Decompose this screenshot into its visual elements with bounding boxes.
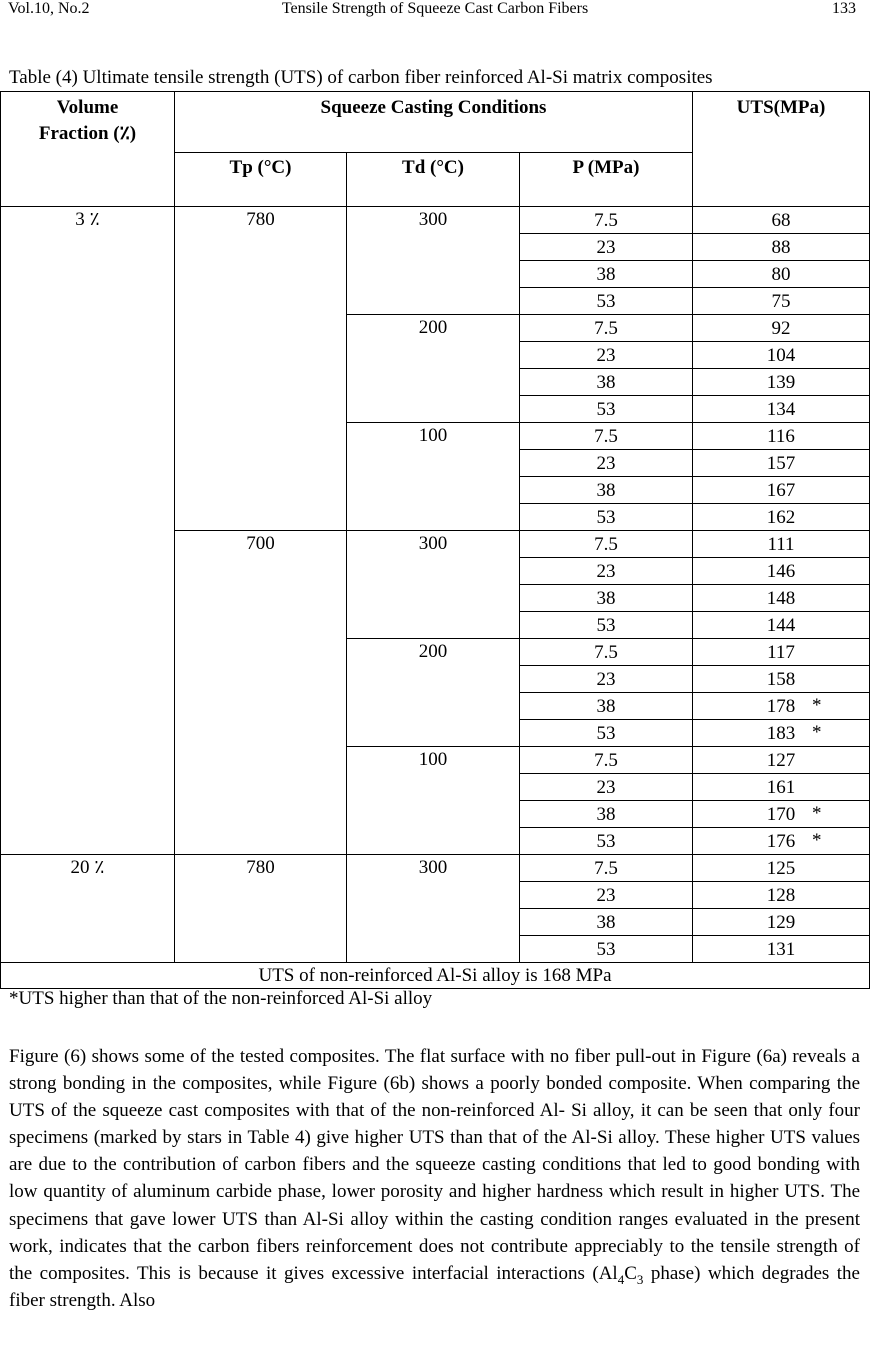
pressure-cell: 7.5 — [520, 747, 693, 774]
conditions-header: Squeeze Casting Conditions — [175, 92, 693, 153]
uts-cell — [693, 801, 870, 828]
table-row — [1, 207, 870, 234]
uts-table — [0, 91, 870, 989]
td-header: Td (°C) — [347, 153, 520, 207]
tp-cell: 700 — [175, 531, 347, 855]
pressure-cell: 7.5 — [520, 207, 693, 234]
uts-value: 162 — [766, 506, 796, 528]
pressure-cell: 23 — [520, 342, 693, 369]
uts-value: 139 — [766, 371, 796, 393]
uts-value: 88 — [771, 236, 791, 258]
uts-cell — [693, 369, 870, 396]
uts-value: 92 — [771, 317, 791, 339]
uts-value: 116 — [767, 425, 795, 447]
table-caption: Table (4) Ultimate tensile strength (UTS) of carbon fiber reinforced Al-Si matrix composites — [9, 67, 713, 88]
uts-cell — [693, 666, 870, 693]
uts-value: 167 — [766, 479, 796, 501]
pressure-cell: 7.5 — [520, 639, 693, 666]
vf-cell: 20 ٪ — [1, 855, 175, 963]
uts-cell — [693, 342, 870, 369]
uts-value: 148 — [766, 587, 796, 609]
uts-cell — [693, 909, 870, 936]
pressure-cell: 7.5 — [520, 855, 693, 882]
uts-cell — [693, 774, 870, 801]
td-cell: 300 — [347, 207, 520, 315]
pressure-cell: 53 — [520, 720, 693, 747]
pressure-cell: 38 — [520, 369, 693, 396]
uts-cell — [693, 477, 870, 504]
uts-cell — [693, 936, 870, 963]
tp-header: Tp (°C) — [175, 153, 347, 207]
uts-cell — [693, 450, 870, 477]
uts-cell — [693, 855, 870, 882]
star-marker: * — [812, 803, 822, 824]
pressure-cell: 38 — [520, 477, 693, 504]
uts-cell — [693, 261, 870, 288]
uts-value: 183 — [766, 722, 796, 744]
pressure-cell: 53 — [520, 288, 693, 315]
uts-value: 104 — [766, 344, 796, 366]
uts-value: 128 — [766, 884, 796, 906]
uts-value: 170 — [766, 803, 796, 825]
uts-value: 127 — [766, 749, 796, 771]
td-cell: 100 — [347, 747, 520, 855]
td-cell: 100 — [347, 423, 520, 531]
uts-cell — [693, 585, 870, 612]
pressure-cell: 7.5 — [520, 315, 693, 342]
uts-cell — [693, 720, 870, 747]
pressure-cell: 38 — [520, 909, 693, 936]
td-cell: 200 — [347, 315, 520, 423]
pressure-cell: 38 — [520, 585, 693, 612]
pressure-cell: 53 — [520, 396, 693, 423]
uts-cell — [693, 504, 870, 531]
pressure-cell: 23 — [520, 774, 693, 801]
pressure-cell: 53 — [520, 504, 693, 531]
pressure-cell: 23 — [520, 666, 693, 693]
uts-value: 146 — [766, 560, 796, 582]
uts-cell — [693, 639, 870, 666]
pressure-cell: 38 — [520, 261, 693, 288]
pressure-cell: 23 — [520, 234, 693, 261]
body-paragraph: Figure (6) shows some of the tested composites. The flat surface with no fiber pull-out in Figure (6a) reveals a strong bonding in the composites, while Figure (6b) shows a poorly bonded composite. When comparing the UTS of the squeeze cast composites with that of the non-reinforced Al- Si alloy, it can be seen that only four specimens (marked by stars in Table 4) give higher UTS than that of the Al-Si alloy. These higher UTS values are due to the contribution of carbon fibers and the squeeze casting conditions that led to good bonding with low quantity of aluminum carbide phase, lower porosity and higher hardness which result in higher UTS. The specimens that gave lower UTS than Al-Si alloy within the casting condition ranges evaluated in the present work, indicates that the carbon fibers reinforcement does not contribute appreciably to the tensile strength of the composites. This is because it gives excessive interfacial interactions ($Al_4C_3$ phase) which degrades the fiber strength. Also — [9, 1046, 860, 1311]
uts-cell — [693, 531, 870, 558]
uts-value: 157 — [766, 452, 796, 474]
journal-volume: Vol.10, No.2 — [8, 0, 90, 17]
uts-value: 75 — [771, 290, 791, 312]
running-header — [0, 0, 870, 22]
uts-value: 144 — [766, 614, 796, 636]
pressure-cell: 7.5 — [520, 423, 693, 450]
uts-cell — [693, 234, 870, 261]
uts-cell — [693, 396, 870, 423]
running-title: Tensile Strength of Squeeze Cast Carbon Fibers — [281, 0, 589, 17]
uts-value: 129 — [766, 911, 796, 933]
td-cell: 300 — [347, 855, 520, 963]
uts-cell — [693, 882, 870, 909]
star-marker: * — [812, 695, 822, 716]
vf-cell: 3 ٪ — [1, 207, 175, 855]
uts-value: 178 — [766, 695, 796, 717]
tp-cell: 780 — [175, 207, 347, 531]
pressure-cell: 23 — [520, 558, 693, 585]
uts-value: 158 — [766, 668, 796, 690]
uts-cell — [693, 423, 870, 450]
pressure-cell: 53 — [520, 936, 693, 963]
pressure-cell: 38 — [520, 801, 693, 828]
pressure-cell: 23 — [520, 882, 693, 909]
uts-value: 176 — [766, 830, 796, 852]
uts-cell — [693, 828, 870, 855]
table-body — [1, 207, 870, 963]
uts-cell — [693, 693, 870, 720]
uts-value: 161 — [766, 776, 796, 798]
uts-cell — [693, 558, 870, 585]
td-cell: 300 — [347, 531, 520, 639]
uts-cell — [693, 747, 870, 774]
uts-value: 134 — [766, 398, 796, 420]
uts-value: 80 — [771, 263, 791, 285]
uts-cell — [693, 288, 870, 315]
pressure-cell: 23 — [520, 450, 693, 477]
uts-value: 117 — [767, 641, 795, 663]
uts-header: UTS(MPa) — [693, 92, 870, 207]
pressure-cell: 53 — [520, 828, 693, 855]
uts-value: 125 — [766, 857, 796, 879]
uts-value: 68 — [771, 209, 791, 231]
p-header: P (MPa) — [520, 153, 693, 207]
table-note: *UTS higher than that of the non-reinforced Al-Si alloy — [9, 988, 433, 1009]
table-footer: UTS of non-reinforced Al-Si alloy is 168 MPa — [1, 963, 870, 989]
volume-fraction-header: Volume Fraction (٪) — [1, 92, 175, 207]
tp-cell: 780 — [175, 855, 347, 963]
pressure-cell: 7.5 — [520, 531, 693, 558]
star-marker: * — [812, 830, 822, 851]
uts-value: 131 — [766, 938, 796, 960]
uts-cell — [693, 207, 870, 234]
uts-value: 111 — [767, 533, 795, 555]
pressure-cell: 53 — [520, 612, 693, 639]
pressure-cell: 38 — [520, 693, 693, 720]
td-cell: 200 — [347, 639, 520, 747]
uts-cell — [693, 612, 870, 639]
table-row — [1, 855, 870, 882]
uts-cell — [693, 315, 870, 342]
star-marker: * — [812, 722, 822, 743]
page-number: 133 — [832, 0, 856, 17]
